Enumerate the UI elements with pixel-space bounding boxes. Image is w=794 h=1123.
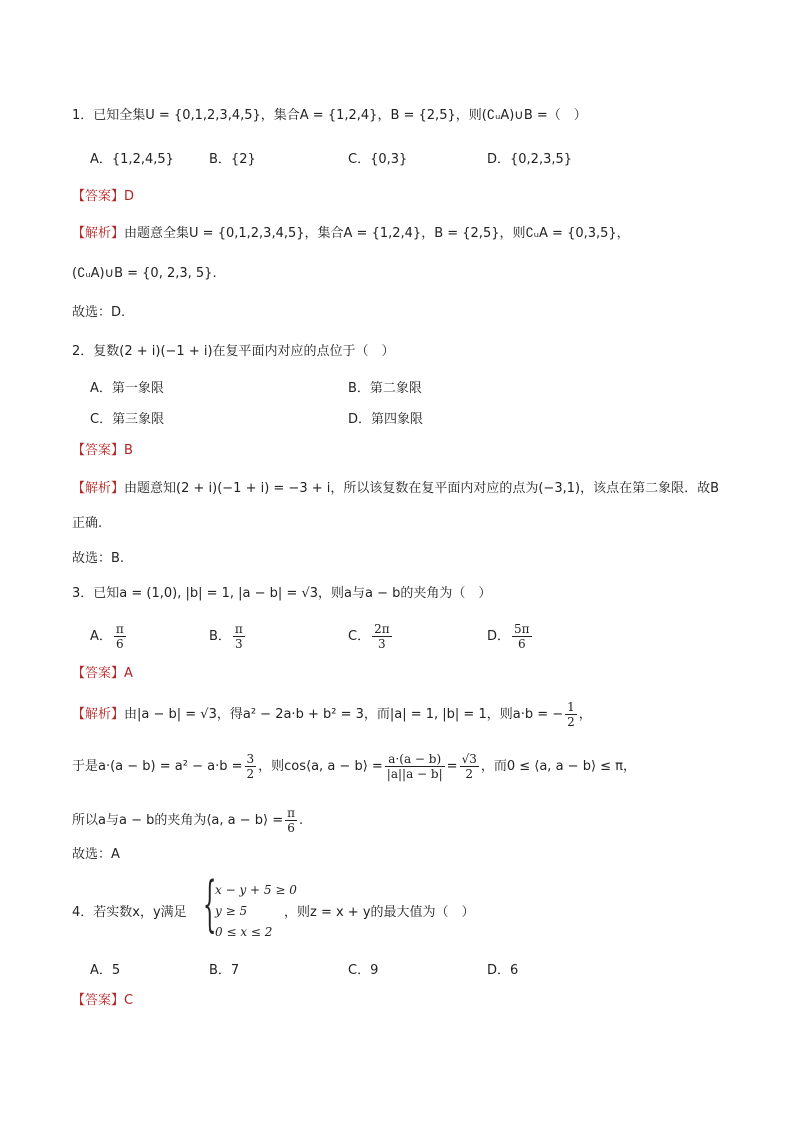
q2-conclusion: 故选：B. (72, 551, 125, 566)
question-4-stem-suffix: ，则z = x + y的最大值为（ ） (284, 905, 475, 920)
q1-conclusion: 故选：D. (72, 305, 126, 320)
q3-analysis-text-1a: 由|a − b| = √3，得a² − 2a·b + b² = 3，而|a| = 1, |b| = 1，则a·b = − (124, 707, 564, 722)
q2-option-b: B．第二象限 (348, 381, 422, 396)
q3-option-d-label: D． (487, 629, 511, 644)
q3-analysis-fraction-2-num: 3 (246, 752, 255, 766)
q3-option-a-label: A． (90, 629, 112, 644)
q3-analysis-text-2b: ，则cos⟨a, a − b⟩ = (258, 759, 383, 774)
q1-analysis-line-2: (∁ᵤA)∪B = {0, 2,3, 5}. (72, 266, 217, 281)
q1-analysis-tag: 【解析】 (72, 226, 125, 241)
q3-option-c-fraction (372, 622, 392, 651)
q3-option-a-num: π (115, 622, 124, 636)
q3-option-c-den: 3 (378, 637, 386, 651)
question-3-stem: 3．已知a = (1,0), |b| = 1, |a − b| = √3，则a与a − b的夹角为（ ） (72, 586, 492, 601)
q3-option-d-num: 5π (514, 622, 530, 636)
q2-answer: 【答案】B (72, 443, 133, 458)
q4-option-d: D．6 (487, 963, 519, 978)
q3-option-d-den: 6 (517, 637, 526, 651)
q3-option-b-fraction (233, 622, 245, 651)
q4-answer: 【答案】C (72, 993, 134, 1008)
q3-answer: 【答案】A (72, 666, 133, 681)
q4-brace: { (203, 869, 217, 939)
q3-analysis-fraction-3-den: |a||a − b| (386, 767, 443, 781)
q3-analysis-text-1b: ， (578, 707, 592, 722)
q4-constraint-2: y ≥ 5 (215, 904, 248, 918)
q1-analysis-line-1 (72, 224, 630, 244)
q3-analysis-line-1 (72, 700, 592, 729)
q3-option-d-fraction (512, 622, 532, 651)
q2-analysis-line-2: 正确. (72, 516, 103, 531)
q3-analysis-fraction-3 (385, 752, 445, 781)
q1-analysis-text-1: 由题意全集U = {0,1,2,3,4,5}，集合A = {1,2,4}，B = {2,5}，则∁ᵤA = {0,3,5}， (124, 226, 630, 241)
q3-option-c-label: C． (348, 629, 371, 644)
q3-analysis-fraction-4 (460, 752, 479, 781)
q2-option-c: C．第三象限 (90, 412, 165, 427)
q3-option-b-num: π (234, 622, 243, 636)
question-2-stem: 2．复数(2 + i)(−1 + i)在复平面内对应的点位于（ ） (72, 344, 395, 359)
question-1-stem: 1．已知全集U = {0,1,2,3,4,5}，集合A = {1,2,4}，B = {2,5}，则(∁ᵤA)∪B =（ ） (72, 108, 587, 123)
q3-analysis-fraction-5-den: 6 (287, 821, 295, 835)
q3-option-b-label: B． (209, 629, 231, 644)
q1-answer: 【答案】D (72, 189, 135, 204)
q2-analysis-tag: 【解析】 (72, 481, 125, 496)
q3-analysis-fraction-5 (285, 806, 297, 835)
q3-analysis-fraction-2 (245, 752, 257, 781)
q4-option-a: A．5 (90, 963, 121, 978)
q1-option-d: D．{0,2,3,5} (487, 152, 573, 167)
q3-analysis-fraction-5-num: π (287, 806, 296, 820)
q3-option-b-den: 3 (235, 637, 243, 651)
q3-option-a-den: 6 (116, 637, 124, 651)
q3-analysis-line-2 (72, 752, 636, 781)
q3-option-b (209, 622, 247, 651)
question-4-stem-prefix: 4．若实数x，y满足 (72, 905, 187, 920)
q3-option-c (348, 622, 394, 651)
q2-option-d: D．第四象限 (348, 412, 424, 427)
q3-analysis-fraction-4-num: √3 (461, 752, 477, 766)
q3-analysis-text-2d: ，而0 ≤ ⟨a, a − b⟩ ≤ π， (480, 759, 637, 774)
q3-analysis-fraction-1 (565, 700, 577, 729)
q3-analysis-text-3a: 所以a与a − b的夹角为⟨a, a − b⟩ = (72, 813, 284, 828)
q3-analysis-fraction-4-den: 2 (465, 767, 474, 781)
q1-option-a: A．{1,2,4,5} (90, 152, 174, 167)
q1-option-c: C．{0,3} (348, 152, 408, 167)
q2-analysis-text-1: 由题意知(2 + i)(−1 + i) = −3 + i，所以该复数在复平面内对应的点为(−3,1)，该点在第二象限．故B (124, 481, 719, 496)
q3-conclusion: 故选：A (72, 847, 120, 862)
q3-analysis-text-2c: = (446, 759, 458, 774)
q3-analysis-text-3b: . (299, 813, 304, 828)
q3-option-a-fraction (114, 622, 126, 651)
q3-analysis-fraction-2-den: 2 (246, 767, 255, 781)
q2-option-a: A．第一象限 (90, 381, 164, 396)
q2-analysis-line-1 (72, 479, 719, 499)
q3-option-d (487, 622, 534, 651)
q3-analysis-fraction-1-num: 1 (567, 700, 575, 714)
q3-analysis-line-3 (72, 806, 303, 835)
q4-constraint-3: 0 ≤ x ≤ 2 (215, 925, 273, 939)
q3-option-a (90, 622, 128, 651)
q4-constraint-1: x − y + 5 ≥ 0 (215, 883, 297, 897)
q3-option-c-num: 2π (374, 622, 390, 636)
q3-analysis-fraction-3-num: a·(a − b) (385, 752, 445, 767)
q1-option-b: B．{2} (209, 152, 256, 167)
q3-analysis-fraction-1-den: 2 (567, 715, 575, 729)
q4-option-c: C．9 (348, 963, 379, 978)
q3-analysis-text-2a: 于是a·(a − b) = a² − a·b = (72, 759, 243, 774)
q4-constraint-system (203, 869, 297, 942)
q3-analysis-tag: 【解析】 (72, 707, 125, 722)
q4-option-b: B．7 (209, 963, 240, 978)
